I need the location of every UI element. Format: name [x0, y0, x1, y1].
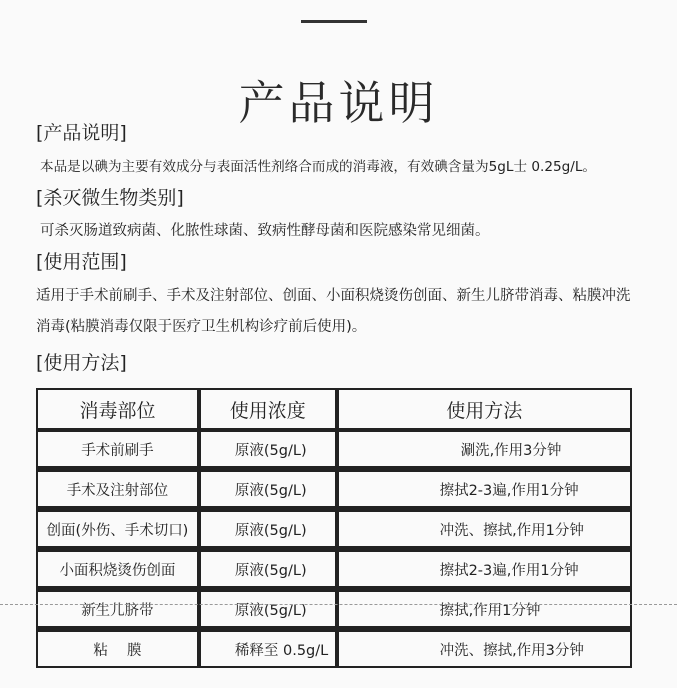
header-method: 使用方法	[337, 388, 632, 430]
cell-method: 涮洗,作用3分钟	[337, 430, 632, 468]
page-title: 产品说明	[238, 75, 439, 130]
cell-method: 冲洗、擦拭,作用1分钟	[337, 508, 632, 548]
cell-method: 擦拭2-3遍,作用1分钟	[337, 548, 632, 588]
product-description-text: 本品是以碘为主要有效成分与表面活性剂络合而成的消毒液，有效碘含量为5gL士 0.25g/L。	[40, 159, 597, 175]
table-row	[36, 628, 632, 668]
cell-concentration: 稀释至 0.5g/L	[199, 628, 337, 668]
table-header-row	[36, 388, 632, 430]
cell-concentration: 原液(5g/L)	[199, 548, 337, 588]
table-row	[36, 508, 632, 548]
cell-site: 手术前刷手	[36, 430, 199, 468]
cell-method: 擦拭2-3遍,作用1分钟	[337, 468, 632, 508]
cell-method: 擦拭,作用1分钟	[337, 588, 632, 628]
cell-concentration: 原液(5g/L)	[199, 468, 337, 508]
section-heading-microbe-types: [杀灭微生物类别]	[36, 187, 184, 209]
microbe-types-text: 可杀灭肠道致病菌、化脓性球菌、致病性酵母菌和医院感染常见细菌。	[40, 223, 490, 239]
cell-concentration: 原液(5g/L)	[199, 430, 337, 468]
header-site: 消毒部位	[36, 388, 199, 430]
section-heading-product-description: [产品说明]	[36, 122, 127, 144]
table-row	[36, 468, 632, 508]
top-decorative-rule	[301, 20, 367, 23]
table-row	[36, 430, 632, 468]
cell-concentration: 原液(5g/L)	[199, 508, 337, 548]
usage-table	[36, 388, 632, 668]
section-heading-usage-method: [使用方法]	[36, 352, 127, 374]
section-heading-usage-scope: [使用范围]	[36, 251, 127, 273]
table-row	[36, 588, 632, 628]
header-concentration: 使用浓度	[199, 388, 337, 430]
cell-concentration: 原液(5g/L)	[199, 588, 337, 628]
cell-site: 新生儿脐带	[36, 588, 199, 628]
dashed-divider	[0, 604, 677, 605]
cell-site: 手术及注射部位	[36, 468, 199, 508]
cell-site: 创面(外伤、手术切口)	[36, 508, 199, 548]
cell-method: 冲洗、擦拭,作用3分钟	[337, 628, 632, 668]
cell-site: 小面积烧烫伤创面	[36, 548, 199, 588]
usage-scope-text: 适用于手术前刷手、手术及注射部位、创面、小面积烧烫伤创面、新生儿脐带消毒、粘膜冲洗消毒(粘膜消毒仅限于医疗卫生机构诊疗前后使用)。	[36, 288, 631, 335]
cell-site: 粘 膜	[36, 628, 199, 668]
table-row	[36, 548, 632, 588]
